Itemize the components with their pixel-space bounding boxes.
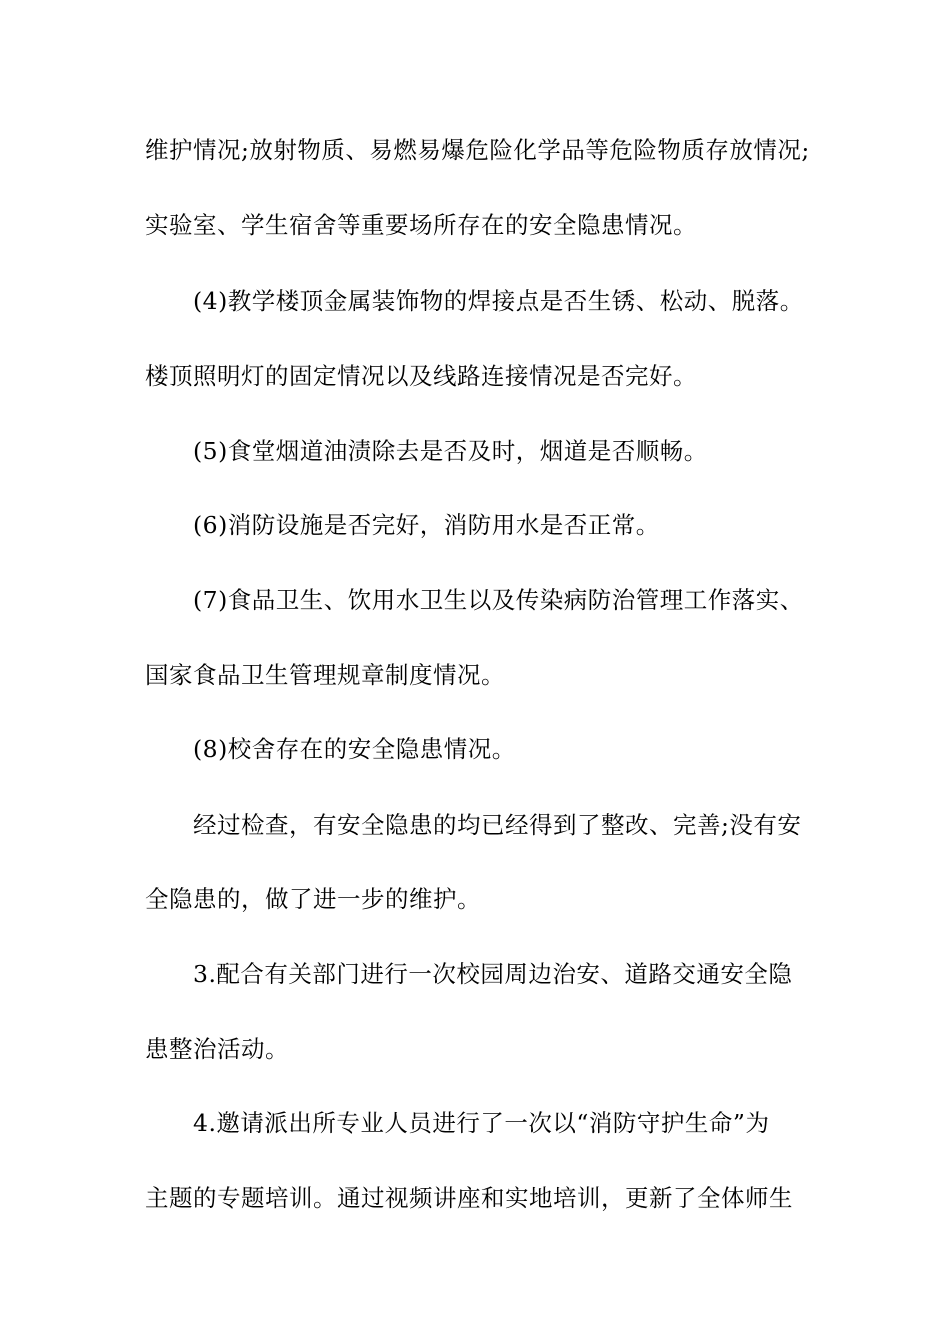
text-line: (6)消防设施是否完好，消防用水是否正常。 bbox=[193, 511, 660, 539]
text-line: (7)食品卫生、饮用水卫生以及传染病防治管理工作落实、 bbox=[193, 586, 804, 614]
text-line: 全隐患的，做了进一步的维护。 bbox=[145, 885, 481, 913]
text-line: 主题的专题培训。通过视频讲座和实地培训，更新了全体师生 bbox=[145, 1184, 793, 1212]
text-line: (5)食堂烟道油渍除去是否及时，烟道是否顺畅。 bbox=[193, 437, 708, 465]
text-line: 实验室、学生宿舍等重要场所存在的安全隐患情况。 bbox=[145, 211, 697, 239]
text-line: (8)校舍存在的安全隐患情况。 bbox=[193, 735, 516, 763]
text-line: 患整治活动。 bbox=[145, 1035, 289, 1063]
text-line: 国家食品卫生管理规章制度情况。 bbox=[145, 661, 505, 689]
text-line: 楼顶照明灯的固定情况以及线路连接情况是否完好。 bbox=[145, 362, 697, 390]
text-line: 4.邀请派出所专业人员进行了一次以“消防守护生命”为 bbox=[193, 1109, 770, 1137]
text-line: 3.配合有关部门进行一次校园周边治安、道路交通安全隐 bbox=[193, 960, 793, 988]
text-line: 经过检查，有安全隐患的均已经得到了整改、完善;没有安 bbox=[193, 811, 802, 839]
text-line: (4)教学楼顶金属装饰物的焊接点是否生锈、松动、脱落。 bbox=[193, 287, 804, 315]
text-line: 维护情况;放射物质、易燃易爆危险化学品等危险物质存放情况; bbox=[145, 136, 810, 164]
